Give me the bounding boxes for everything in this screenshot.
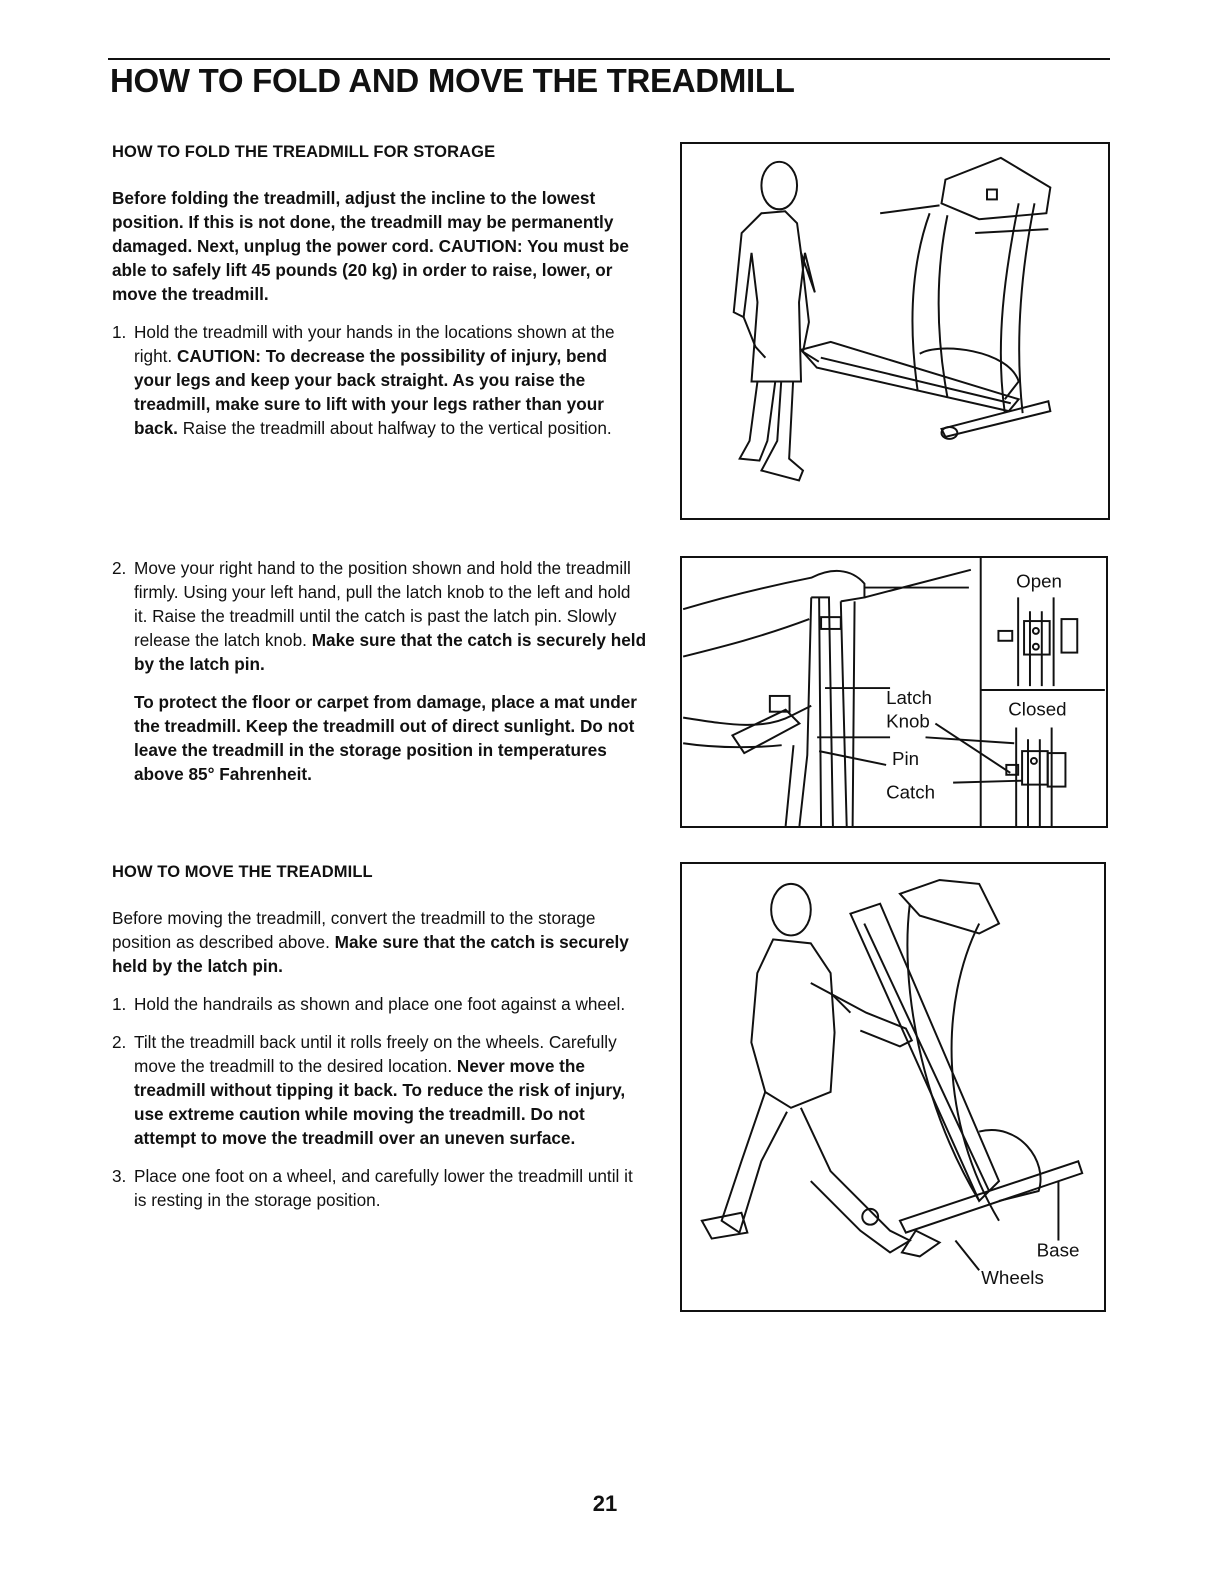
upright-right bbox=[952, 924, 999, 1221]
label-latch: Latch bbox=[886, 686, 932, 708]
figure-move-treadmill bbox=[680, 862, 1106, 1312]
move-intro bbox=[112, 906, 647, 978]
move-step-2 bbox=[112, 1030, 647, 1150]
label-catch: Catch bbox=[886, 781, 936, 803]
person-torso bbox=[734, 211, 815, 381]
move-step-2-bold: Never move the treadmill without tipping it back. To reduce the risk of injury, use extreme caution while moving the treadmill. Do not attempt to move the treadmill over an uneven surface. bbox=[134, 1056, 626, 1148]
upper-arm-lower-edge bbox=[683, 619, 809, 656]
upper-arm bbox=[683, 571, 864, 609]
fold-step-1 bbox=[112, 320, 647, 440]
figure-latch-detail bbox=[680, 556, 1108, 828]
move-step-2-number: 2. bbox=[112, 1032, 127, 1052]
fold-step-1-number: 1. bbox=[112, 322, 127, 342]
fold-intro-warning: Before folding the treadmill, adjust the incline to the lowest position. If this is not done, the treadmill may be permanently damaged. Next, unplug the power cord. bbox=[112, 188, 614, 256]
open-detail-knob bbox=[998, 631, 1012, 641]
fold-section bbox=[112, 140, 647, 440]
person-head bbox=[771, 884, 811, 936]
move-step-2-text: Tilt the treadmill back until it rolls freely on the wheels. Carefully move the treadmill to the desired location. bbox=[134, 1032, 617, 1076]
upright-right-inner bbox=[1019, 203, 1034, 413]
label-open: Open bbox=[1016, 570, 1062, 592]
move-intro-text: Before moving the treadmill, convert the treadmill to the storage position as described above. bbox=[112, 908, 596, 952]
move-step-1-number: 1. bbox=[112, 994, 127, 1014]
pin-leader-to-closed bbox=[926, 737, 1015, 743]
closed-detail-pin bbox=[1031, 758, 1037, 764]
move-illustration bbox=[682, 864, 1104, 1310]
title-rule bbox=[108, 58, 1110, 60]
treadmill-deck bbox=[801, 342, 1019, 411]
deck-belt bbox=[864, 924, 989, 1191]
closed-detail-catch bbox=[1048, 753, 1066, 787]
fold-section-continued bbox=[112, 556, 647, 786]
move-intro-bold: Make sure that the catch is securely held by the latch pin. bbox=[112, 932, 629, 976]
upright-right bbox=[1001, 203, 1019, 413]
move-step-3-number: 3. bbox=[112, 1166, 127, 1186]
latch-block bbox=[821, 617, 841, 629]
closed-detail-bracket bbox=[1022, 751, 1048, 785]
fold-step-1-caution: CAUTION: To decrease the possibility of injury, bend your legs and keep your back straight. As you raise the treadmill, make sure to lift with your legs rather than your back. bbox=[134, 346, 608, 438]
fold-step-2-text: Move your right hand to the position shown and hold the treadmill firmly. Using your left hand, pull the latch knob to the left and hold it. Raise the treadmill until the catch is past the latch pin. Slowly release the latch knob. bbox=[134, 558, 631, 650]
base bbox=[900, 1161, 1082, 1232]
label-knob: Knob bbox=[886, 710, 930, 732]
label-wheels: Wheels bbox=[981, 1267, 1044, 1289]
open-detail-pin bbox=[1033, 628, 1039, 634]
move-section bbox=[112, 860, 647, 1212]
fold-intro bbox=[112, 186, 647, 306]
move-step-1-text: Hold the handrails as shown and place one foot against a wheel. bbox=[134, 994, 626, 1014]
upright-left-inner bbox=[939, 215, 948, 397]
move-step-3 bbox=[112, 1164, 647, 1212]
person-front-shoe bbox=[902, 1231, 940, 1257]
deck-edge bbox=[864, 570, 970, 598]
fold-step-2-bold: Make sure that the catch is securely held by the latch pin. bbox=[134, 630, 647, 674]
lift-illustration bbox=[682, 144, 1108, 518]
page-number: 21 bbox=[592, 1491, 618, 1516]
open-detail-catch bbox=[1062, 619, 1078, 653]
console-display bbox=[987, 190, 997, 200]
label-closed: Closed bbox=[1008, 698, 1067, 720]
person-front-leg bbox=[801, 1108, 910, 1253]
fold-step-1-text: Hold the treadmill with your hands in the locations shown at the right. bbox=[134, 322, 615, 366]
fold-intro-caution: CAUTION: You must be able to safely lift 45 pounds (20 kg) in order to raise, lower, or move the treadmill. bbox=[112, 236, 629, 304]
label-base: Base bbox=[1036, 1239, 1080, 1261]
person-head bbox=[761, 162, 797, 209]
handrails bbox=[880, 205, 1048, 233]
fold-heading: HOW TO FOLD THE TREADMILL FOR STORAGE bbox=[112, 143, 496, 161]
upright-post bbox=[811, 597, 854, 826]
upright-left bbox=[912, 213, 929, 391]
knob-leader-to-closed bbox=[935, 724, 1010, 773]
page-title: HOW TO FOLD AND MOVE THE TREADMILL bbox=[110, 62, 795, 99]
move-step-3-text: Place one foot on a wheel, and carefully lower the treadmill until it is resting in the storage position. bbox=[134, 1166, 633, 1210]
protect-note: To protect the floor or carpet from damage, place a mat under the treadmill. Keep the treadmill out of direct sunlight. Do not leave the treadmill in the storage position in temperatures above 85° Fahrenheit. bbox=[134, 692, 637, 784]
person-torso bbox=[751, 939, 834, 1107]
fold-step-2-number: 2. bbox=[112, 558, 127, 578]
figure-lift-treadmill bbox=[680, 142, 1110, 520]
console bbox=[900, 880, 999, 933]
open-detail-hole bbox=[1033, 644, 1039, 650]
label-pin: Pin bbox=[892, 747, 920, 769]
person-back-leg bbox=[722, 1092, 787, 1233]
latch-illustration bbox=[682, 558, 1106, 826]
move-step-1 bbox=[112, 992, 647, 1016]
fold-step-1-end: Raise the treadmill about halfway to the vertical position. bbox=[182, 418, 612, 438]
wheels-leader bbox=[955, 1241, 979, 1271]
move-heading: HOW TO MOVE THE TREADMILL bbox=[112, 863, 373, 881]
fold-step-2 bbox=[112, 556, 647, 676]
catch-leader-to-closed bbox=[953, 781, 1022, 783]
person-right-leg bbox=[761, 381, 803, 480]
person-left-leg bbox=[740, 381, 776, 460]
